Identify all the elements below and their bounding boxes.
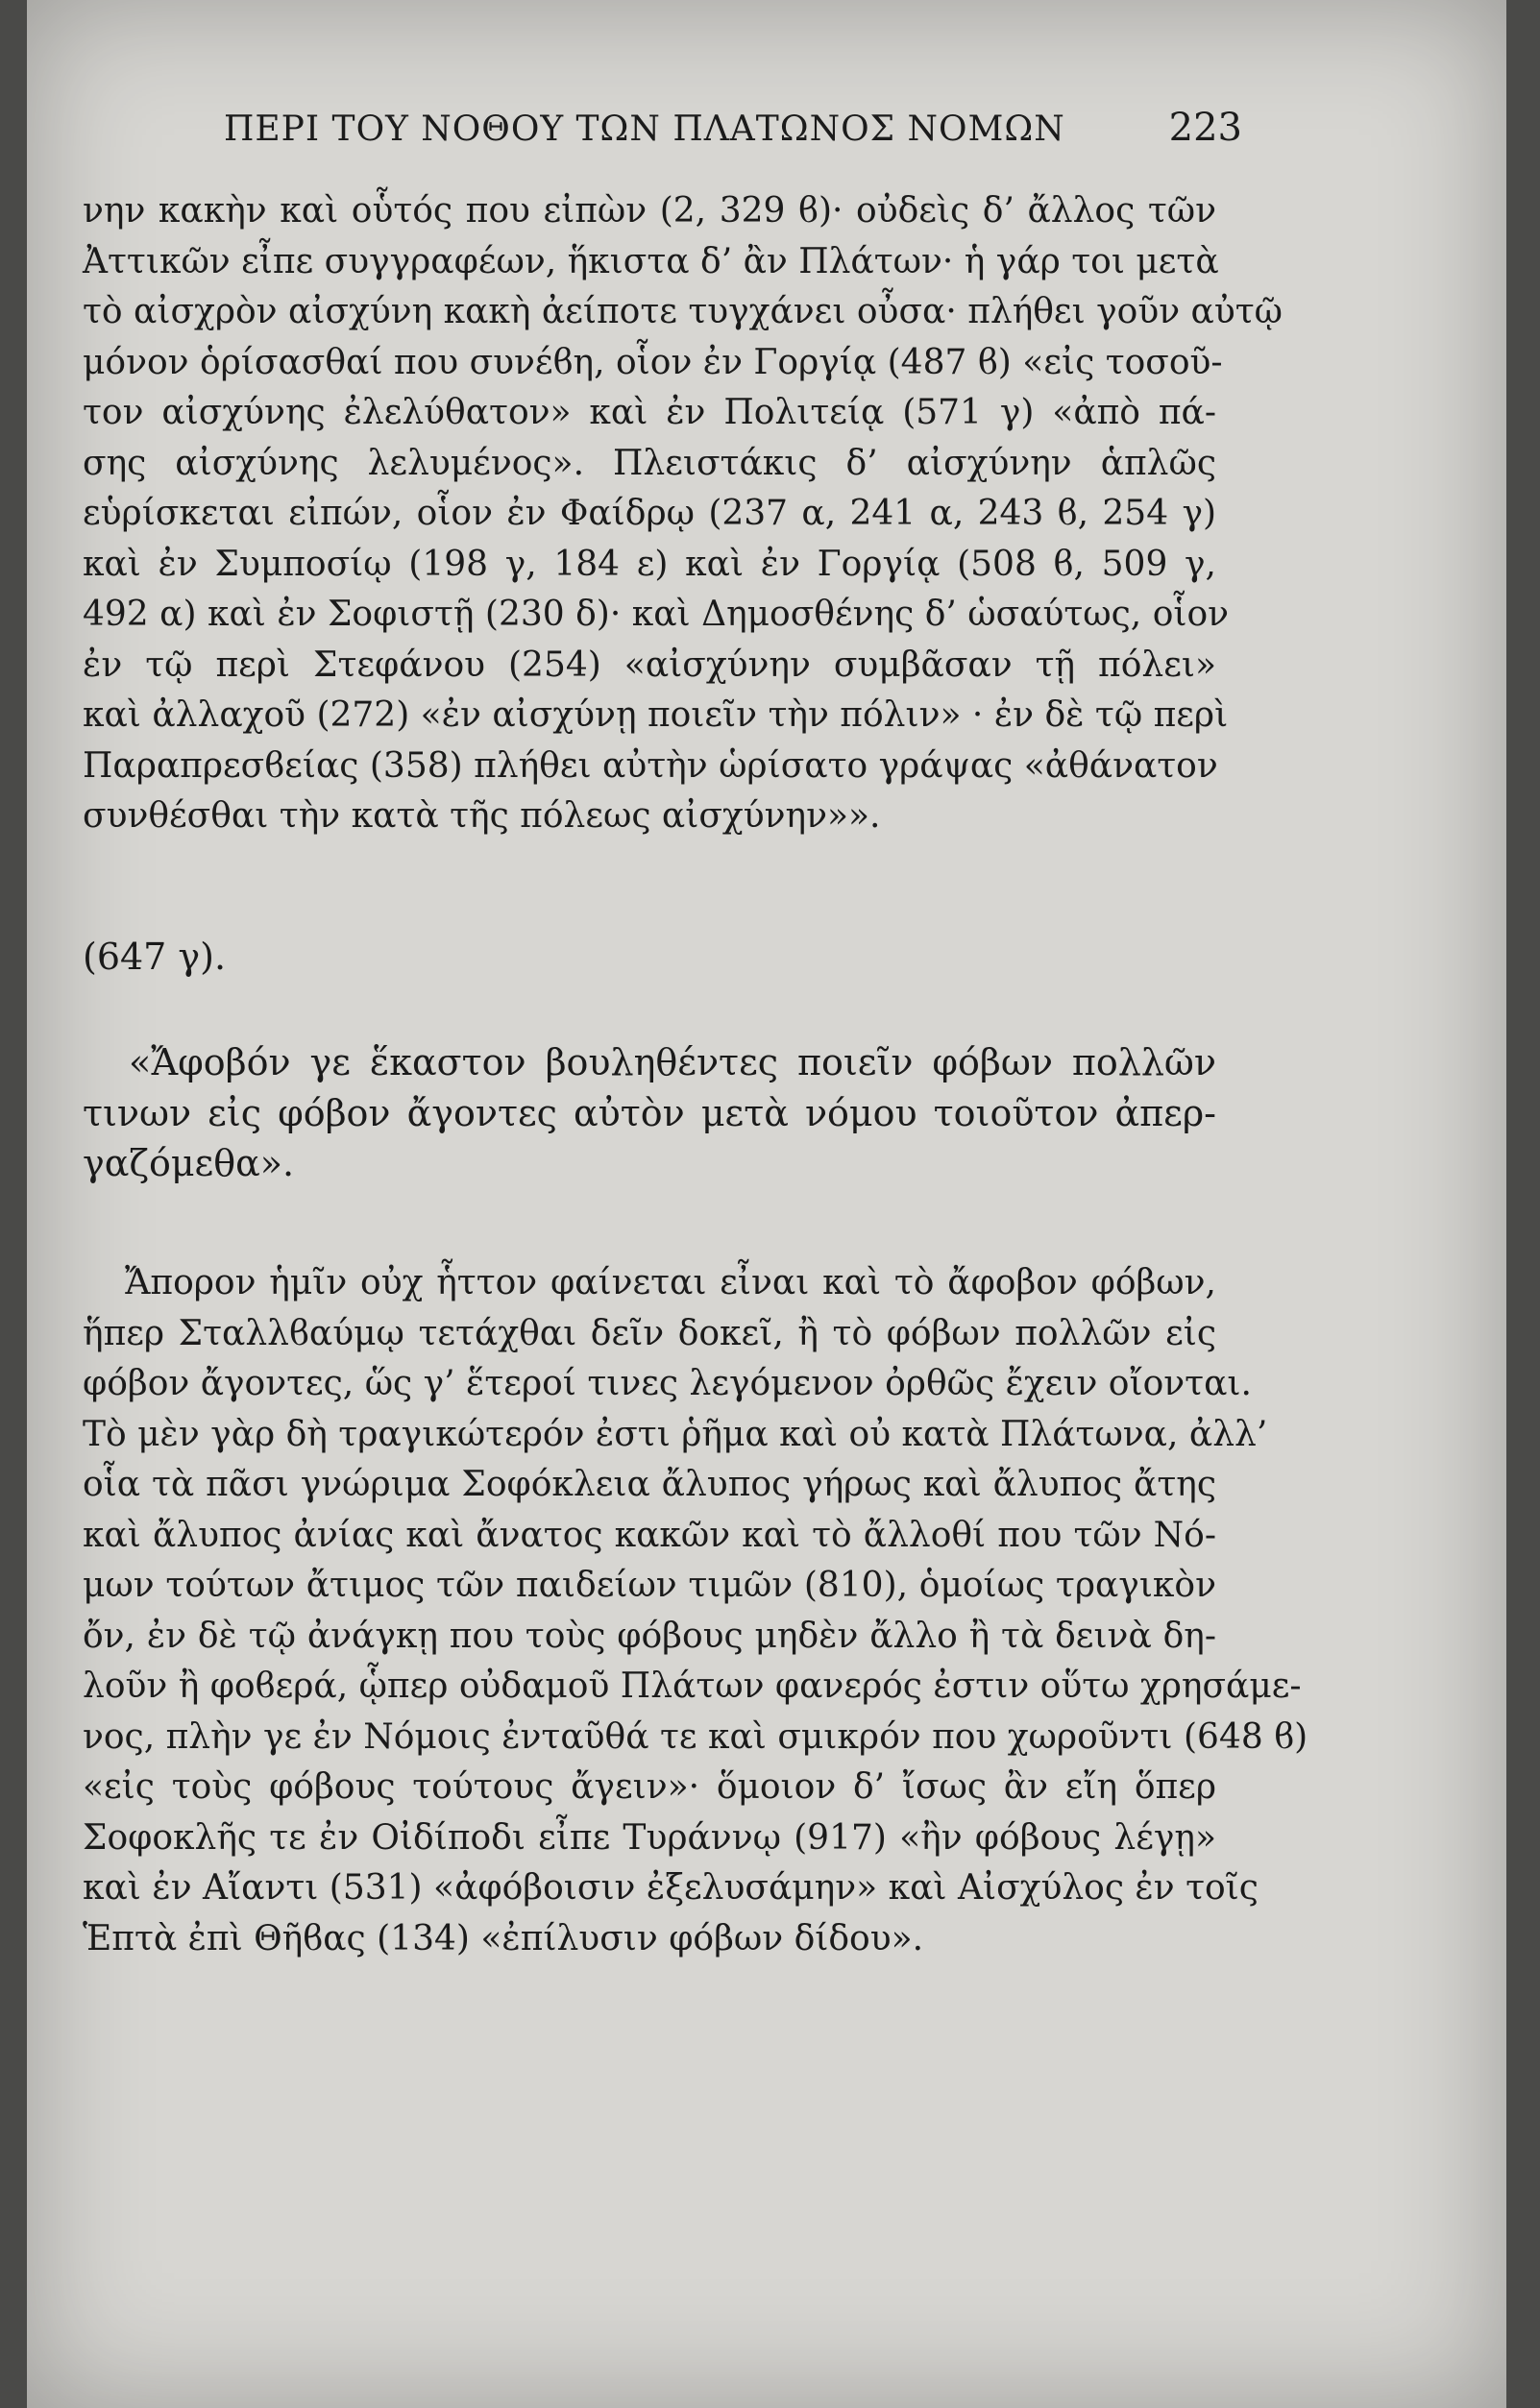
text-line: οἷα τὰ πᾶσι γνώριμα Σοφόκλεια ἄλυπος γήρως καὶ ἄλυπος ἄτης: [83, 1465, 1216, 1504]
text-line: σης αἰσχύνης λελυμένος». Πλειστάκις δ’ αἰσχύνην ἁπλῶς: [83, 443, 1216, 483]
text-line: Σοφοκλῆς τε ἐν Οἰδίποδι εἶπε Τυράννῳ (917) «ἢν φόβους λέγῃ»: [83, 1817, 1216, 1858]
paragraph-1: [83, 186, 1283, 842]
quotation-line: γαζόμεθα».: [83, 1142, 295, 1184]
text-line: τον αἰσχύνης ἐλελύθατον» καὶ ἐν Πολιτείᾳ (571 γ) «ἀπὸ πά-: [83, 393, 1216, 432]
text-line: μων τούτων ἄτιμος τῶν παιδείων τιμῶν (810), ὁμοίως τραγικὸν: [83, 1566, 1216, 1605]
reference-line: (647 γ).: [83, 936, 227, 978]
text-line: νος, πλὴν γε ἐν Νόμοις ἐνταῦθά τε καὶ σμικρόν που χωροῦντι (648 ϐ): [83, 1716, 1308, 1757]
section-reference: [83, 932, 1216, 983]
text-line: καὶ ἀλλαχοῦ (272) «ἐν αἰσχύνῃ ποιεῖν τὴν πόλιν» · ἐν δὲ τῷ περὶ: [83, 695, 1229, 735]
page-number: 223: [1168, 106, 1242, 150]
paragraph-2: [83, 1258, 1308, 1964]
text-line: εὑρίσκεται εἰπών, οἷον ἐν Φαίδρῳ (237 α, 241 α, 243 ϐ, 254 γ): [83, 494, 1216, 533]
quotation: [83, 1037, 1216, 1189]
text-line: Ἄπορον ἡμῖν οὐχ ἧττον φαίνεται εἶναι καὶ τὸ ἄφοβον φόβων,: [125, 1263, 1216, 1302]
text-line: τὸ αἰσχρὸν αἰσχύνη κακὴ ἀείποτε τυγχάνει οὖσα· πλήθει γοῦν αὐτῷ: [83, 292, 1283, 331]
text-line: Ἑπτὰ ἐπὶ Θῆϐας (134) «ἐπίλυσιν φόβων δίδου».: [83, 1918, 924, 1958]
text-line: Τὸ μὲν γὰρ δὴ τραγικώτερόν ἐστι ῥῆμα καὶ οὐ κατὰ Πλάτωνα, ἀλλ’: [83, 1414, 1268, 1454]
text-line: «εἰς τοὺς φόβους τούτους ἄγειν»· ὅμοιον δ’ ἴσως ἂν εἴη ὅπερ: [83, 1767, 1216, 1807]
text-line: ἥπερ Σταλλϐαύμῳ τετάχθαι δεῖν δοκεῖ, ἢ τὸ φόβων πολλῶν εἰς: [83, 1313, 1216, 1353]
text-line: συνθέσθαι τὴν κατὰ τῆς πόλεως αἰσχύνην»».: [83, 796, 881, 836]
text-line: ὄν, ἐν δὲ τῷ ἀνάγκῃ που τοὺς φόβους μηδὲν ἄλλο ἢ τὰ δεινὰ δη-: [83, 1616, 1216, 1656]
text-line: φόβον ἄγοντες, ὥς γ’ ἕτεροί τινες λεγόμενον ὀρθῶς ἔχειν οἴονται.: [83, 1364, 1252, 1403]
text-line: λοῦν ἢ φοϐερά, ᾧπερ οὐδαμοῦ Πλάτων φανερός ἐστιν οὕτω χρησάμε-: [83, 1666, 1302, 1706]
quotation-line: «Ἄφοβόν γε ἕκαστον βουληθέντες ποιεῖν φόβων πολλῶν: [129, 1041, 1216, 1083]
text-line: καὶ ἐν Συμποσίῳ (198 γ, 184 ε) καὶ ἐν Γοργίᾳ (508 ϐ, 509 γ,: [83, 544, 1216, 584]
book-page: [27, 0, 1506, 2408]
quotation-line: τινων εἰς φόβον ἄγοντες αὐτὸν μετὰ νόμου τοιοῦτον ἀπερ-: [83, 1091, 1216, 1134]
running-head: [224, 106, 1242, 150]
text-line: Ἀττικῶν εἶπε συγγραφέων, ἥκιστα δ’ ἂν Πλάτων· ἡ γάρ τοι μετὰ: [83, 241, 1219, 281]
running-title: ΠΕΡΙ ΤΟΥ ΝΟΘΟΥ ΤΩΝ ΠΛΑΤΩΝΟΣ ΝΟΜΩΝ: [224, 109, 1065, 149]
text-line: ἐν τῷ περὶ Στεφάνου (254) «αἰσχύνην συμβᾶσαν τῇ πόλει»: [83, 645, 1216, 685]
text-line: Παραπρεσϐείας (358) πλήθει αὐτὴν ὡρίσατο γράψας «ἀθάνατον: [83, 745, 1218, 786]
text-line: καὶ ἄλυπος ἀνίας καὶ ἄνατος κακῶν καὶ τὸ ἄλλοθί που τῶν Νό-: [83, 1515, 1216, 1555]
text-line: 492 α) καὶ ἐν Σοφιστῇ (230 δ)· καὶ Δημοσθένης δ’ ὡσαύτως, οἷον: [83, 595, 1230, 634]
text-line: καὶ ἐν Αἴαντι (531) «ἀφόβοισιν ἐξελυσάμην» καὶ Αἰσχύλος ἐν τοῖς: [83, 1868, 1259, 1908]
text-line: μόνον ὁρίσασθαί που συνέϐη, οἷον ἐν Γοργίᾳ (487 ϐ) «εἰς τοσοῦ-: [83, 342, 1223, 382]
text-line: νην κακὴν καὶ οὗτός που εἰπὼν (2, 329 ϐ)· οὐδεὶς δ’ ἄλλος τῶν: [83, 191, 1216, 231]
